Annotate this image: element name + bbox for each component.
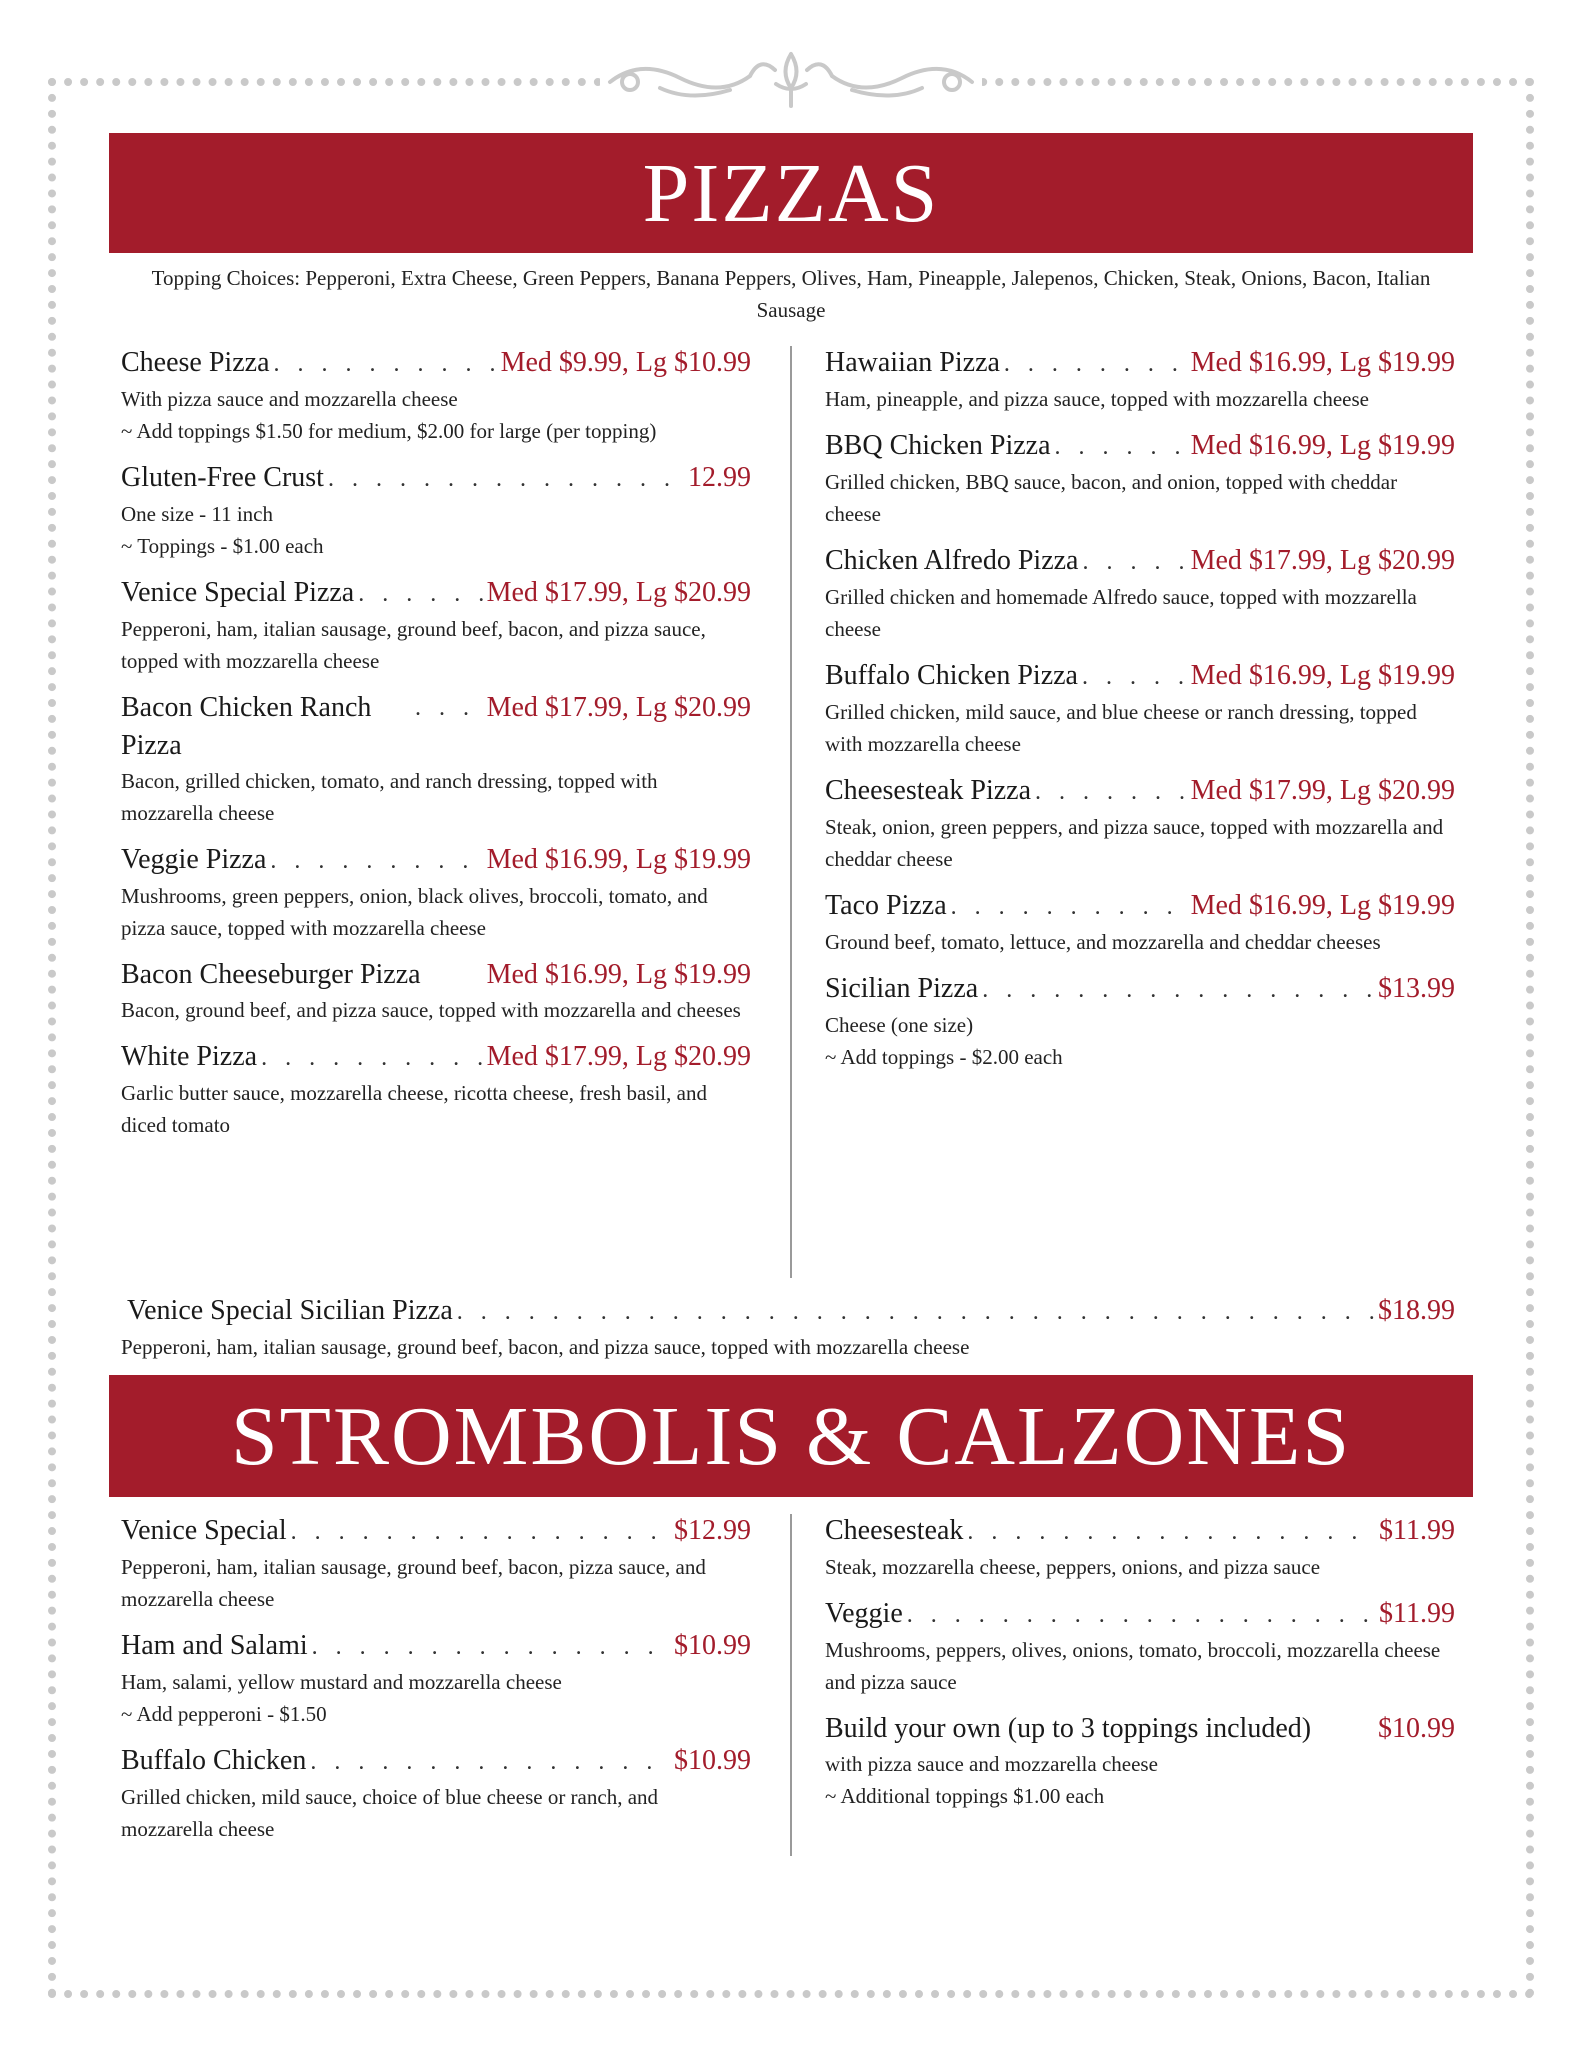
menu-item <box>825 1710 1455 1812</box>
scroll-flourish-icon <box>600 48 982 112</box>
dot-leader <box>328 460 684 498</box>
item-description: Pepperoni, ham, italian sausage, ground beef, bacon, pizza sauce, and mozzarella cheese <box>121 1555 706 1611</box>
dot-leader <box>1004 345 1187 383</box>
item-name: Sicilian Pizza <box>825 973 979 1004</box>
item-price: $11.99 <box>1379 1598 1455 1629</box>
strombolis-banner <box>109 1375 1473 1497</box>
item-price: 12.99 <box>688 462 751 493</box>
menu-item <box>825 427 1455 530</box>
item-name: Hawaiian Pizza <box>825 347 1000 378</box>
strombolis-left-column <box>121 1512 751 1857</box>
dot-leader <box>415 689 483 727</box>
item-description: Ground beef, tomato, lettuce, and mozzarella and cheddar cheeses <box>825 930 1381 954</box>
item-name: BBQ Chicken Pizza <box>825 430 1051 461</box>
menu-item <box>121 689 751 829</box>
section-title-strombolis: STROMBOLIS & CALZONES <box>230 1389 1352 1483</box>
item-description: Mushrooms, peppers, olives, onions, tomato, broccoli, mozzarella cheese and pizza sauce <box>825 1638 1441 1694</box>
dot-leader <box>358 575 482 613</box>
dot-leader <box>1082 543 1186 581</box>
item-name: Veggie <box>825 1598 903 1629</box>
item-note: ~ Add toppings - $2.00 each <box>825 1045 1063 1069</box>
menu-item <box>825 1595 1455 1698</box>
item-description: Grilled chicken, mild sauce, and blue cheese or ranch dressing, topped with mozzarella cheese <box>825 700 1417 756</box>
item-description: Pepperoni, ham, italian sausage, ground beef, bacon, and pizza sauce, topped with mozzarella cheese <box>121 617 706 673</box>
item-description: Pepperoni, ham, italian sausage, ground beef, bacon, and pizza sauce, topped with mozzarella cheese <box>121 1335 970 1359</box>
item-price: $10.99 <box>674 1745 751 1776</box>
item-price: Med $9.99, Lg $10.99 <box>500 347 751 378</box>
column-divider <box>790 1514 792 1856</box>
item-name: Venice Special Pizza <box>121 577 355 608</box>
menu-item <box>121 1742 751 1845</box>
item-price: Med $16.99, Lg $19.99 <box>1190 347 1455 378</box>
item-price: Med $16.99, Lg $19.99 <box>1190 430 1455 461</box>
item-price: $12.99 <box>674 1515 751 1546</box>
menu-item <box>121 841 751 944</box>
item-price: Med $17.99, Lg $20.99 <box>486 692 751 723</box>
dot-leader <box>982 971 1374 1009</box>
item-description: With pizza sauce and mozzarella cheese <box>121 387 458 411</box>
item-description: Cheese (one size) <box>825 1013 974 1037</box>
item-note: ~ Add toppings $1.50 for medium, $2.00 for large (per topping) <box>121 419 657 443</box>
menu-item <box>121 574 751 677</box>
item-name: Cheesesteak <box>825 1515 964 1546</box>
menu-item <box>825 887 1455 958</box>
item-note: ~ Add pepperoni - $1.50 <box>121 1702 327 1726</box>
item-description: Garlic butter sauce, mozzarella cheese, ricotta cheese, fresh basil, and diced tomato <box>121 1081 707 1137</box>
item-description: with pizza sauce and mozzarella cheese <box>825 1752 1158 1776</box>
item-name: Build your own (up to 3 toppings included) <box>825 1713 1312 1744</box>
menu-item <box>121 344 751 447</box>
dot-leader <box>261 1039 483 1077</box>
item-description: Steak, onion, green peppers, and pizza sauce, topped with mozzarella and cheddar cheese <box>825 815 1444 871</box>
menu-item <box>825 657 1455 760</box>
dot-leader <box>1082 658 1187 696</box>
item-description: Grilled chicken and homemade Alfredo sauce, topped with mozzarella cheese <box>825 585 1417 641</box>
item-name: Venice Special <box>121 1515 287 1546</box>
item-name: White Pizza <box>121 1041 258 1072</box>
strombolis-right-column <box>825 1512 1455 1824</box>
dot-leader <box>291 1513 670 1551</box>
item-description: Bacon, ground beef, and pizza sauce, topped with mozzarella and cheeses <box>121 998 741 1022</box>
dot-leader <box>312 1628 670 1666</box>
item-name: Bacon Chicken Ranch Pizza <box>121 692 372 761</box>
dot-leader <box>951 888 1187 926</box>
item-description: Bacon, grilled chicken, tomato, and ranch dressing, topped with mozzarella cheese <box>121 769 658 825</box>
item-description: Ham, pineapple, and pizza sauce, topped with mozzarella cheese <box>825 387 1370 411</box>
item-description: Grilled chicken, mild sauce, choice of blue cheese or ranch, and mozzarella cheese <box>121 1785 659 1841</box>
section-title-pizzas: PIZZAS <box>642 146 940 240</box>
pizzas-banner <box>109 133 1473 253</box>
item-price: Med $16.99, Lg $19.99 <box>486 844 751 875</box>
item-price: Med $16.99, Lg $19.99 <box>486 959 751 990</box>
menu-item <box>121 459 751 562</box>
item-price: $11.99 <box>1379 1515 1455 1546</box>
menu-item <box>825 1512 1455 1583</box>
menu-item <box>121 1627 751 1730</box>
item-description: Steak, mozzarella cheese, peppers, onions, and pizza sauce <box>825 1555 1321 1579</box>
item-name: Cheese Pizza <box>121 347 270 378</box>
column-divider <box>790 346 792 1278</box>
dot-leader <box>457 1293 1374 1331</box>
item-price: $10.99 <box>1378 1713 1455 1744</box>
item-price: Med $17.99, Lg $20.99 <box>1190 775 1455 806</box>
item-price: Med $17.99, Lg $20.99 <box>486 1041 751 1072</box>
item-name: Buffalo Chicken <box>121 1745 307 1776</box>
item-description: Grilled chicken, BBQ sauce, bacon, and onion, topped with cheddar cheese <box>825 470 1398 526</box>
item-name: Taco Pizza <box>825 890 947 921</box>
dot-leader <box>967 1513 1375 1551</box>
item-price: Med $17.99, Lg $20.99 <box>486 577 751 608</box>
topping-choices-note: Topping Choices: Pepperoni, Extra Cheese, Green Peppers, Banana Peppers, Olives, Ham, Pineapple, Jalepenos, Chicken, Steak, Onions, Bacon, Italian Sausage <box>151 266 1431 322</box>
menu-item <box>825 772 1455 875</box>
item-description: Mushrooms, green peppers, onion, black olives, broccoli, tomato, and pizza sauce, topped with mozzarella cheese <box>121 884 708 940</box>
menu-item <box>121 1512 751 1615</box>
item-price: Med $16.99, Lg $19.99 <box>1190 660 1455 691</box>
dot-leader <box>270 842 482 880</box>
menu-item <box>825 542 1455 645</box>
menu-item-wide <box>121 1292 1455 1363</box>
item-name: Ham and Salami <box>121 1630 308 1661</box>
menu-item <box>825 970 1455 1073</box>
item-name: Cheesesteak Pizza <box>825 775 1032 806</box>
dot-leader <box>907 1596 1375 1634</box>
item-description: One size - 11 inch <box>121 502 274 526</box>
menu-item <box>121 1038 751 1141</box>
item-name: Veggie Pizza <box>121 844 267 875</box>
item-name: Venice Special Sicilian Pizza <box>127 1295 453 1326</box>
item-price: Med $17.99, Lg $20.99 <box>1190 545 1455 576</box>
item-price: $18.99 <box>1378 1295 1455 1326</box>
dot-leader <box>310 1743 670 1781</box>
pizzas-left-column <box>121 344 751 1153</box>
dot-leader <box>1035 773 1187 811</box>
dot-leader <box>1055 428 1187 466</box>
item-price: $13.99 <box>1378 973 1455 1004</box>
dot-leader <box>274 345 497 383</box>
pizzas-right-column <box>825 344 1455 1085</box>
menu-item <box>121 956 751 1026</box>
item-name: Bacon Cheeseburger Pizza <box>121 959 421 990</box>
item-name: Gluten-Free Crust <box>121 462 324 493</box>
item-description: Ham, salami, yellow mustard and mozzarella cheese <box>121 1670 562 1694</box>
item-name: Buffalo Chicken Pizza <box>825 660 1078 691</box>
item-note: ~ Additional toppings $1.00 each <box>825 1784 1105 1808</box>
item-price: $10.99 <box>674 1630 751 1661</box>
item-price: Med $16.99, Lg $19.99 <box>1190 890 1455 921</box>
menu-item <box>825 344 1455 415</box>
item-note: ~ Toppings - $1.00 each <box>121 534 324 558</box>
item-name: Chicken Alfredo Pizza <box>825 545 1079 576</box>
